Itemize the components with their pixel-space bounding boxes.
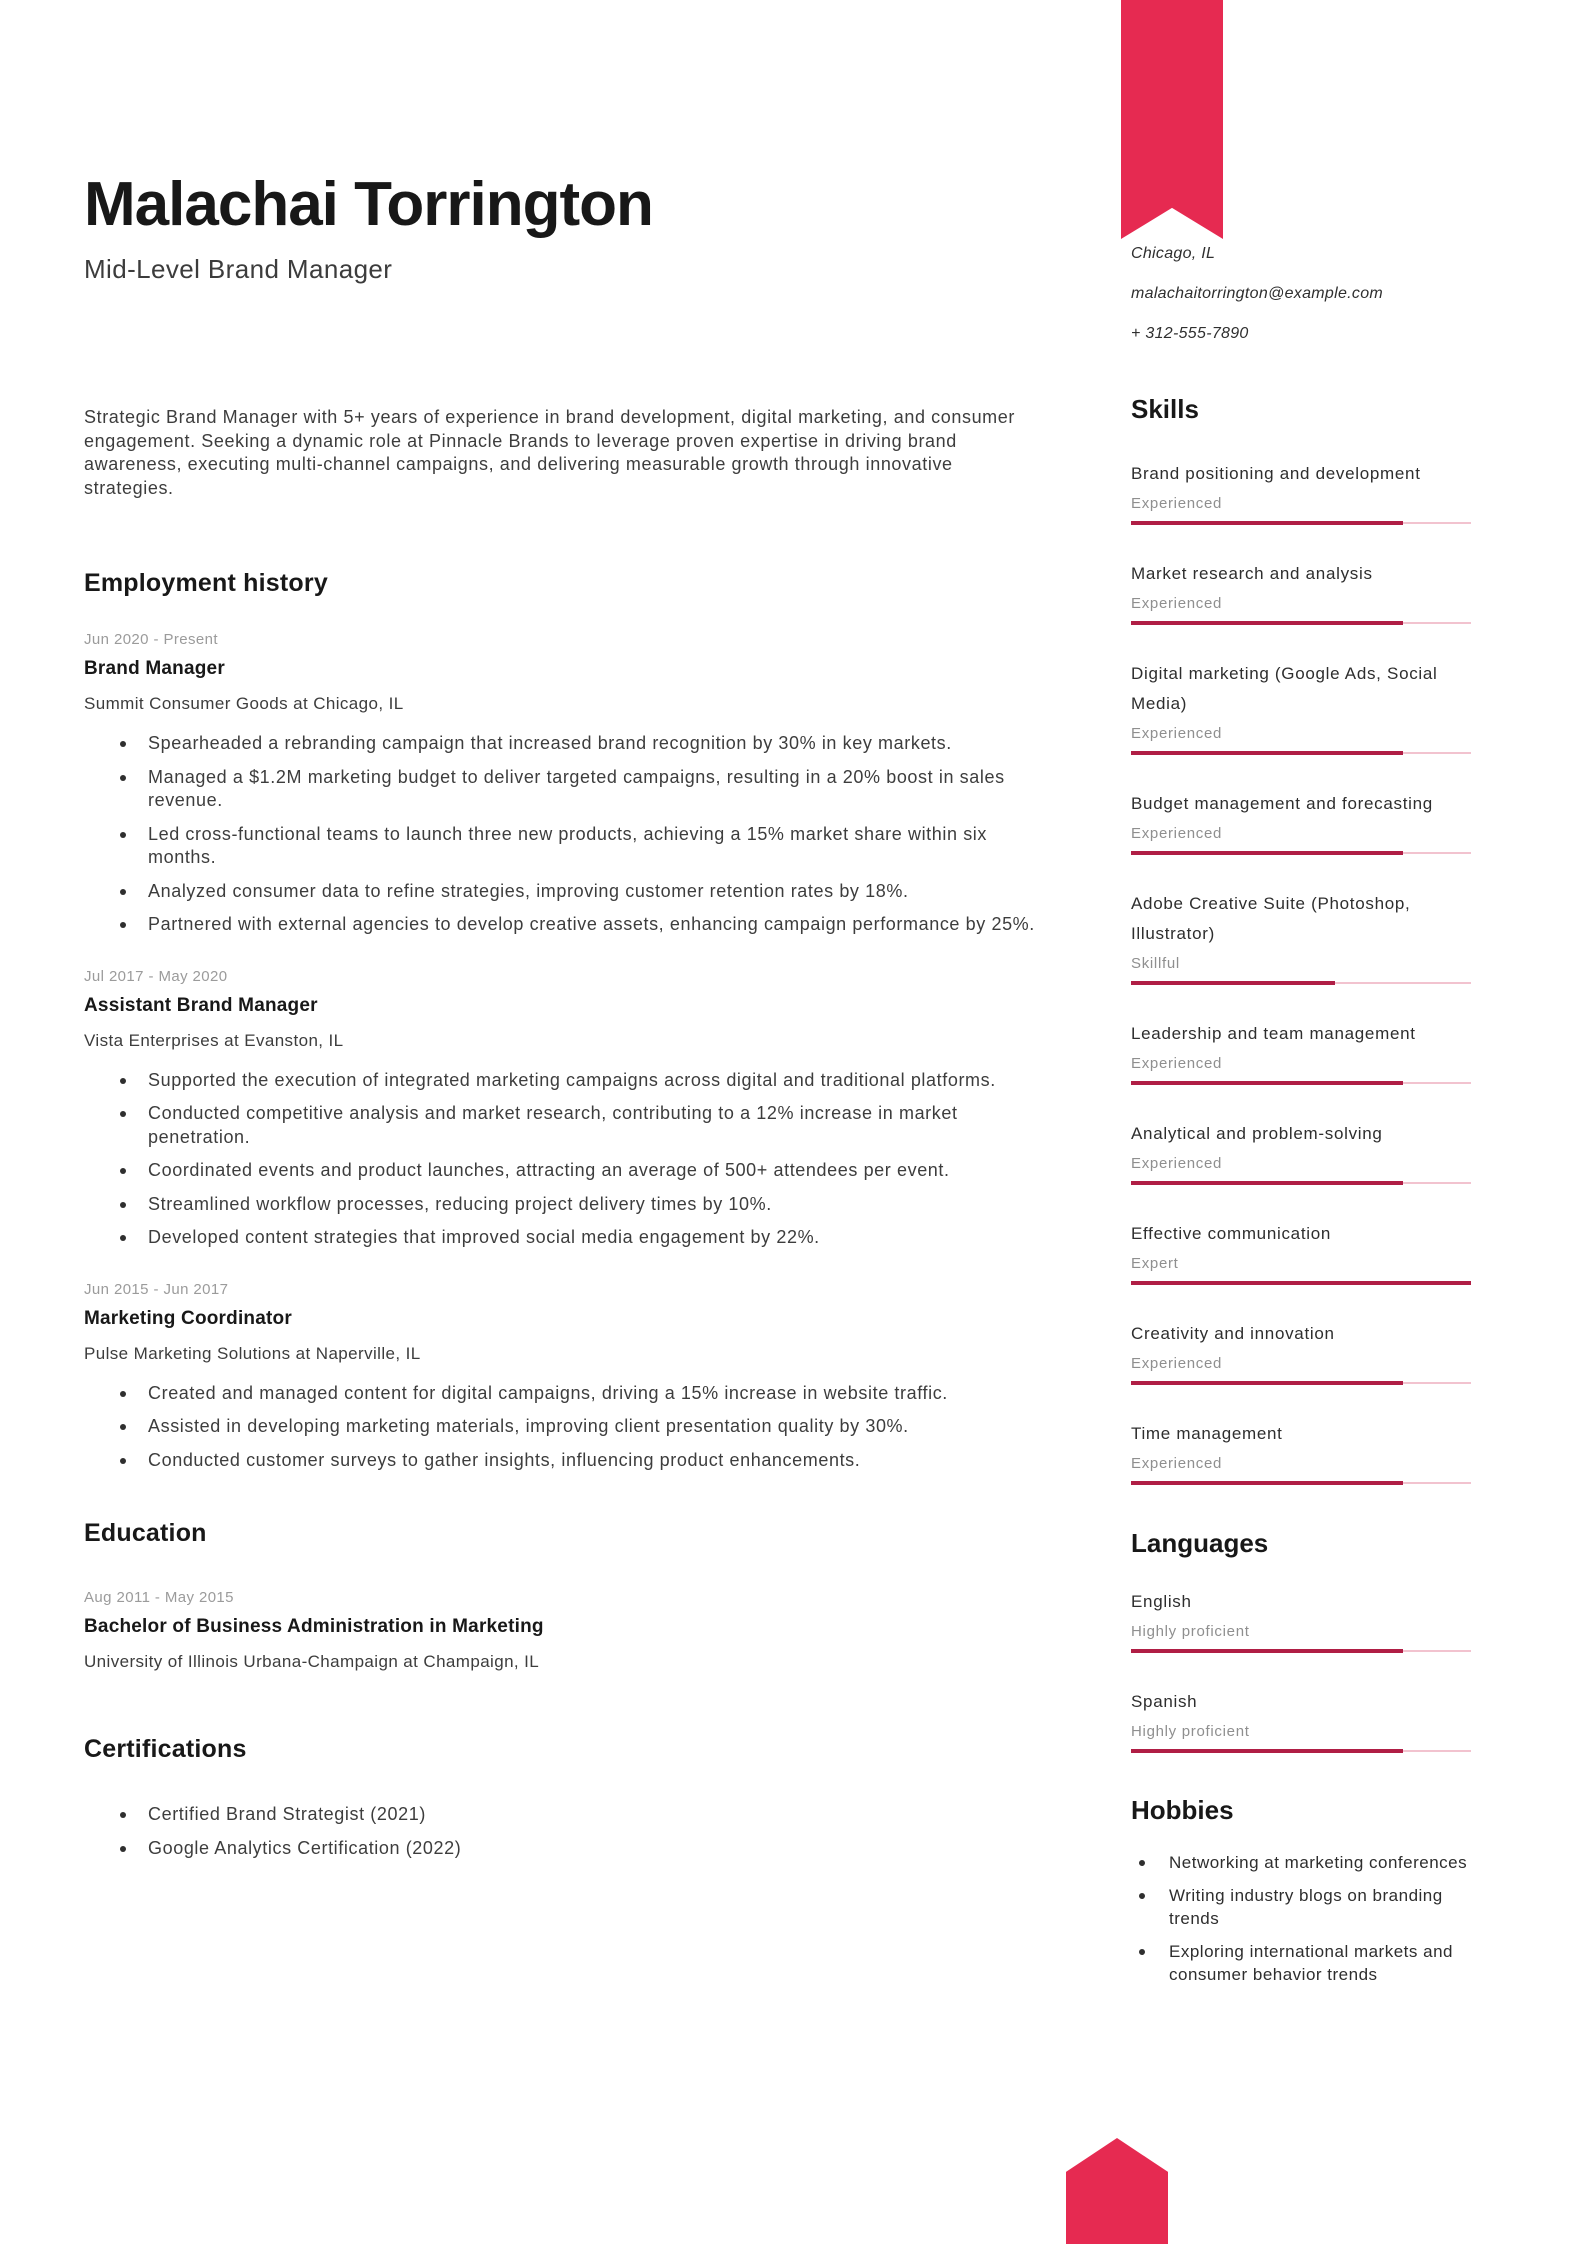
job-role: Brand Manager bbox=[84, 658, 225, 679]
bullet-dot-icon bbox=[1139, 1893, 1145, 1899]
skill-level: Highly proficient bbox=[1131, 1623, 1250, 1640]
bullet-dot-icon bbox=[120, 889, 126, 895]
skill-progress-fill bbox=[1131, 751, 1403, 755]
skill-level: Experienced bbox=[1131, 1155, 1223, 1172]
skill-level: Experienced bbox=[1131, 595, 1223, 612]
bullet-item bbox=[84, 766, 1040, 813]
skill-name: Digital marketing (Google Ads, Social Media) bbox=[1131, 664, 1438, 713]
bullet-text: Google Analytics Certification (2022) bbox=[148, 1837, 462, 1858]
bullet-text: Created and managed content for digital campaigns, driving a 15% increase in website traffic. bbox=[148, 1382, 948, 1403]
skill-level: Experienced bbox=[1131, 1055, 1223, 1072]
bullet-item bbox=[84, 1226, 1040, 1250]
skill-progress-bar bbox=[1131, 1649, 1471, 1653]
job-role: Marketing Coordinator bbox=[84, 1307, 292, 1329]
job-entry bbox=[84, 1280, 1040, 1473]
skill-progress-fill bbox=[1131, 1749, 1403, 1753]
skill-progress-fill bbox=[1131, 1649, 1403, 1653]
skill-name: Brand positioning and development bbox=[1131, 464, 1421, 483]
job-company: Summit Consumer Goods at Chicago, IL bbox=[84, 694, 404, 713]
skill-name: Adobe Creative Suite (Photoshop, Illustrator) bbox=[1131, 894, 1411, 943]
skill-name: Effective communication bbox=[1131, 1224, 1332, 1243]
skill-progress-bar bbox=[1131, 1381, 1471, 1385]
bullet-dot-icon bbox=[1139, 1860, 1145, 1866]
hobby-item bbox=[1131, 1940, 1471, 1987]
skill-level: Experienced bbox=[1131, 725, 1223, 742]
bullet-text: Streamlined workflow processes, reducing project delivery times by 10%. bbox=[148, 1193, 772, 1214]
bullet-text: Analyzed consumer data to refine strategies, improving customer retention rates by 18%. bbox=[148, 880, 909, 901]
bullet-dot-icon bbox=[120, 1168, 126, 1174]
skill-progress-bar bbox=[1131, 621, 1471, 625]
bullet-dot-icon bbox=[120, 1846, 126, 1852]
bullet-dot-icon bbox=[120, 1202, 126, 1208]
skill-name: Analytical and problem-solving bbox=[1131, 1124, 1383, 1143]
skill-item bbox=[1131, 459, 1471, 525]
skill-level: Expert bbox=[1131, 1255, 1179, 1272]
bullet-dot-icon bbox=[120, 832, 126, 838]
skill-item bbox=[1131, 1687, 1471, 1753]
bullet-dot-icon bbox=[1139, 1949, 1145, 1955]
bullet-text: Managed a $1.2M marketing budget to deliver targeted campaigns, resulting in a 20% boost in sales revenue. bbox=[148, 766, 1005, 810]
skill-name: Budget management and forecasting bbox=[1131, 794, 1433, 813]
certifications-heading: Certifications bbox=[84, 1735, 247, 1763]
bullet-item bbox=[84, 732, 1040, 756]
bullet-dot-icon bbox=[120, 1078, 126, 1084]
skill-progress-fill bbox=[1131, 1281, 1471, 1285]
contact-email: malachaitorrington@example.com bbox=[1131, 285, 1384, 302]
hobby-text: Exploring international markets and consumer behavior trends bbox=[1169, 1941, 1453, 1984]
bullet-item bbox=[84, 1837, 1040, 1861]
hobbies-heading: Hobbies bbox=[1131, 1795, 1234, 1825]
skill-name: Market research and analysis bbox=[1131, 564, 1373, 583]
job-dates: Jun 2020 - Present bbox=[84, 631, 218, 648]
job-dates: Jul 2017 - May 2020 bbox=[84, 967, 228, 985]
hobby-text: Writing industry blogs on branding trends bbox=[1169, 1885, 1443, 1928]
skill-progress-fill bbox=[1131, 521, 1403, 525]
skill-progress-bar bbox=[1131, 1749, 1471, 1753]
skill-item bbox=[1131, 1419, 1471, 1485]
bullet-dot-icon bbox=[120, 1111, 126, 1117]
job-bullet-list bbox=[84, 1382, 1040, 1473]
hobby-text: Networking at marketing conferences bbox=[1169, 1853, 1468, 1872]
job-company: Pulse Marketing Solutions at Naperville, IL bbox=[84, 1343, 421, 1363]
employment-list bbox=[84, 630, 1040, 1472]
bullet-item bbox=[84, 1415, 1040, 1439]
bullet-text: Certified Brand Strategist (2021) bbox=[148, 1804, 426, 1824]
skill-name: Leadership and team management bbox=[1131, 1024, 1416, 1043]
candidate-title: Mid-Level Brand Manager bbox=[84, 254, 393, 284]
skill-progress-fill bbox=[1131, 981, 1335, 985]
bullet-item bbox=[84, 913, 1040, 937]
skill-item bbox=[1131, 1219, 1471, 1285]
skill-progress-bar bbox=[1131, 981, 1471, 985]
skill-name: Creativity and innovation bbox=[1131, 1324, 1335, 1343]
bullet-item bbox=[84, 1193, 1040, 1217]
candidate-name: Malachai Torrington bbox=[84, 170, 653, 239]
hobbies-list bbox=[1131, 1851, 1471, 1987]
employment-heading: Employment history bbox=[84, 569, 328, 597]
job-dates: Jun 2015 - Jun 2017 bbox=[84, 1280, 229, 1298]
education-dates: Aug 2011 - May 2015 bbox=[84, 1589, 234, 1606]
bullet-dot-icon bbox=[120, 775, 126, 781]
bullet-item bbox=[84, 880, 1040, 904]
job-bullet-list bbox=[84, 1069, 1040, 1250]
profile-summary: Strategic Brand Manager with 5+ years of experience in brand development, digital marketing, and consumer engagement. Seeking a dynamic role at Pinnacle Brands to leverage proven expertise in driving brand awareness, executing multi-channel campaigns, and delivering measurable growth through innovative strategies. bbox=[84, 407, 1015, 498]
skill-name: English bbox=[1131, 1592, 1192, 1611]
skills-list bbox=[1131, 459, 1471, 1485]
education-degree: Bachelor of Business Administration in Marketing bbox=[84, 1616, 544, 1637]
languages-heading: Languages bbox=[1131, 1528, 1269, 1558]
skill-progress-fill bbox=[1131, 621, 1403, 625]
skill-progress-bar bbox=[1131, 751, 1471, 755]
education-entry bbox=[84, 1588, 1040, 1674]
skill-progress-bar bbox=[1131, 1181, 1471, 1185]
certifications-list bbox=[84, 1803, 1040, 1860]
bullet-item bbox=[84, 1803, 1040, 1827]
languages-list bbox=[1131, 1587, 1471, 1753]
job-bullet-list bbox=[84, 732, 1040, 937]
skill-progress-fill bbox=[1131, 1481, 1403, 1485]
education-heading: Education bbox=[84, 1519, 207, 1547]
skill-item bbox=[1131, 1319, 1471, 1385]
job-company: Vista Enterprises at Evanston, IL bbox=[84, 1030, 344, 1050]
skills-heading: Skills bbox=[1131, 394, 1199, 424]
bullet-dot-icon bbox=[120, 1458, 126, 1464]
skill-level: Experienced bbox=[1131, 495, 1223, 512]
hobby-item bbox=[1131, 1851, 1471, 1875]
contact-phone: + 312-555-7890 bbox=[1131, 325, 1249, 342]
sidebar-column bbox=[1131, 0, 1471, 1996]
skill-progress-bar bbox=[1131, 1281, 1471, 1285]
skill-item bbox=[1131, 789, 1471, 855]
hobby-item bbox=[1131, 1884, 1471, 1931]
bullet-item bbox=[84, 1102, 1040, 1149]
skill-item bbox=[1131, 1587, 1471, 1653]
skill-item bbox=[1131, 889, 1471, 985]
bullet-text: Developed content strategies that improved social media engagement by 22%. bbox=[148, 1227, 820, 1247]
contact-location: Chicago, IL bbox=[1131, 245, 1216, 262]
bullet-text: Partnered with external agencies to develop creative assets, enhancing campaign performance by 25%. bbox=[148, 914, 1035, 934]
bullet-dot-icon bbox=[120, 1812, 126, 1818]
job-entry bbox=[84, 630, 1040, 937]
bullet-text: Spearheaded a rebranding campaign that increased brand recognition by 30% in key markets. bbox=[148, 733, 952, 753]
bullet-text: Assisted in developing marketing materials, improving client presentation quality by 30%. bbox=[148, 1416, 909, 1436]
education-school: University of Illinois Urbana-Champaign at Champaign, IL bbox=[84, 1652, 540, 1671]
job-role: Assistant Brand Manager bbox=[84, 994, 318, 1016]
bullet-item bbox=[84, 1069, 1040, 1093]
bullet-item bbox=[84, 1382, 1040, 1406]
bullet-dot-icon bbox=[120, 922, 126, 928]
skill-item bbox=[1131, 659, 1471, 755]
skill-progress-bar bbox=[1131, 521, 1471, 525]
skill-level: Experienced bbox=[1131, 1355, 1223, 1372]
main-column bbox=[84, 0, 1040, 1870]
skill-item bbox=[1131, 559, 1471, 625]
bullet-item bbox=[84, 823, 1040, 870]
skill-item bbox=[1131, 1119, 1471, 1185]
bullet-text: Conducted competitive analysis and market research, contributing to a 12% increase in market penetration. bbox=[148, 1103, 958, 1147]
job-entry bbox=[84, 967, 1040, 1250]
skill-item bbox=[1131, 1019, 1471, 1085]
skill-level: Experienced bbox=[1131, 825, 1223, 842]
skill-progress-bar bbox=[1131, 851, 1471, 855]
skill-level: Skillful bbox=[1131, 955, 1180, 972]
skill-level: Experienced bbox=[1131, 1455, 1223, 1472]
bullet-dot-icon bbox=[120, 1424, 126, 1430]
bullet-text: Supported the execution of integrated marketing campaigns across digital and traditional platforms. bbox=[148, 1069, 996, 1090]
skill-progress-fill bbox=[1131, 1181, 1403, 1185]
bullet-text: Coordinated events and product launches, attracting an average of 500+ attendees per event. bbox=[148, 1160, 950, 1180]
bullet-text: Conducted customer surveys to gather insights, influencing product enhancements. bbox=[148, 1449, 861, 1470]
skill-progress-fill bbox=[1131, 1381, 1403, 1385]
skill-name: Time management bbox=[1131, 1424, 1283, 1443]
skill-progress-fill bbox=[1131, 851, 1403, 855]
skill-level: Highly proficient bbox=[1131, 1723, 1250, 1740]
contact-block bbox=[1131, 244, 1471, 344]
education-list bbox=[84, 1588, 1040, 1674]
skill-progress-bar bbox=[1131, 1481, 1471, 1485]
bullet-dot-icon bbox=[120, 1391, 126, 1397]
bottom-ribbon-icon bbox=[1066, 2138, 1168, 2244]
skill-name: Spanish bbox=[1131, 1692, 1198, 1711]
skill-progress-fill bbox=[1131, 1081, 1403, 1085]
bullet-text: Led cross-functional teams to launch three new products, achieving a 15% market share within six months. bbox=[148, 823, 987, 867]
bullet-item bbox=[84, 1449, 1040, 1473]
bullet-dot-icon bbox=[120, 1235, 126, 1241]
skill-progress-bar bbox=[1131, 1081, 1471, 1085]
bullet-item bbox=[84, 1159, 1040, 1183]
bullet-dot-icon bbox=[120, 741, 126, 747]
